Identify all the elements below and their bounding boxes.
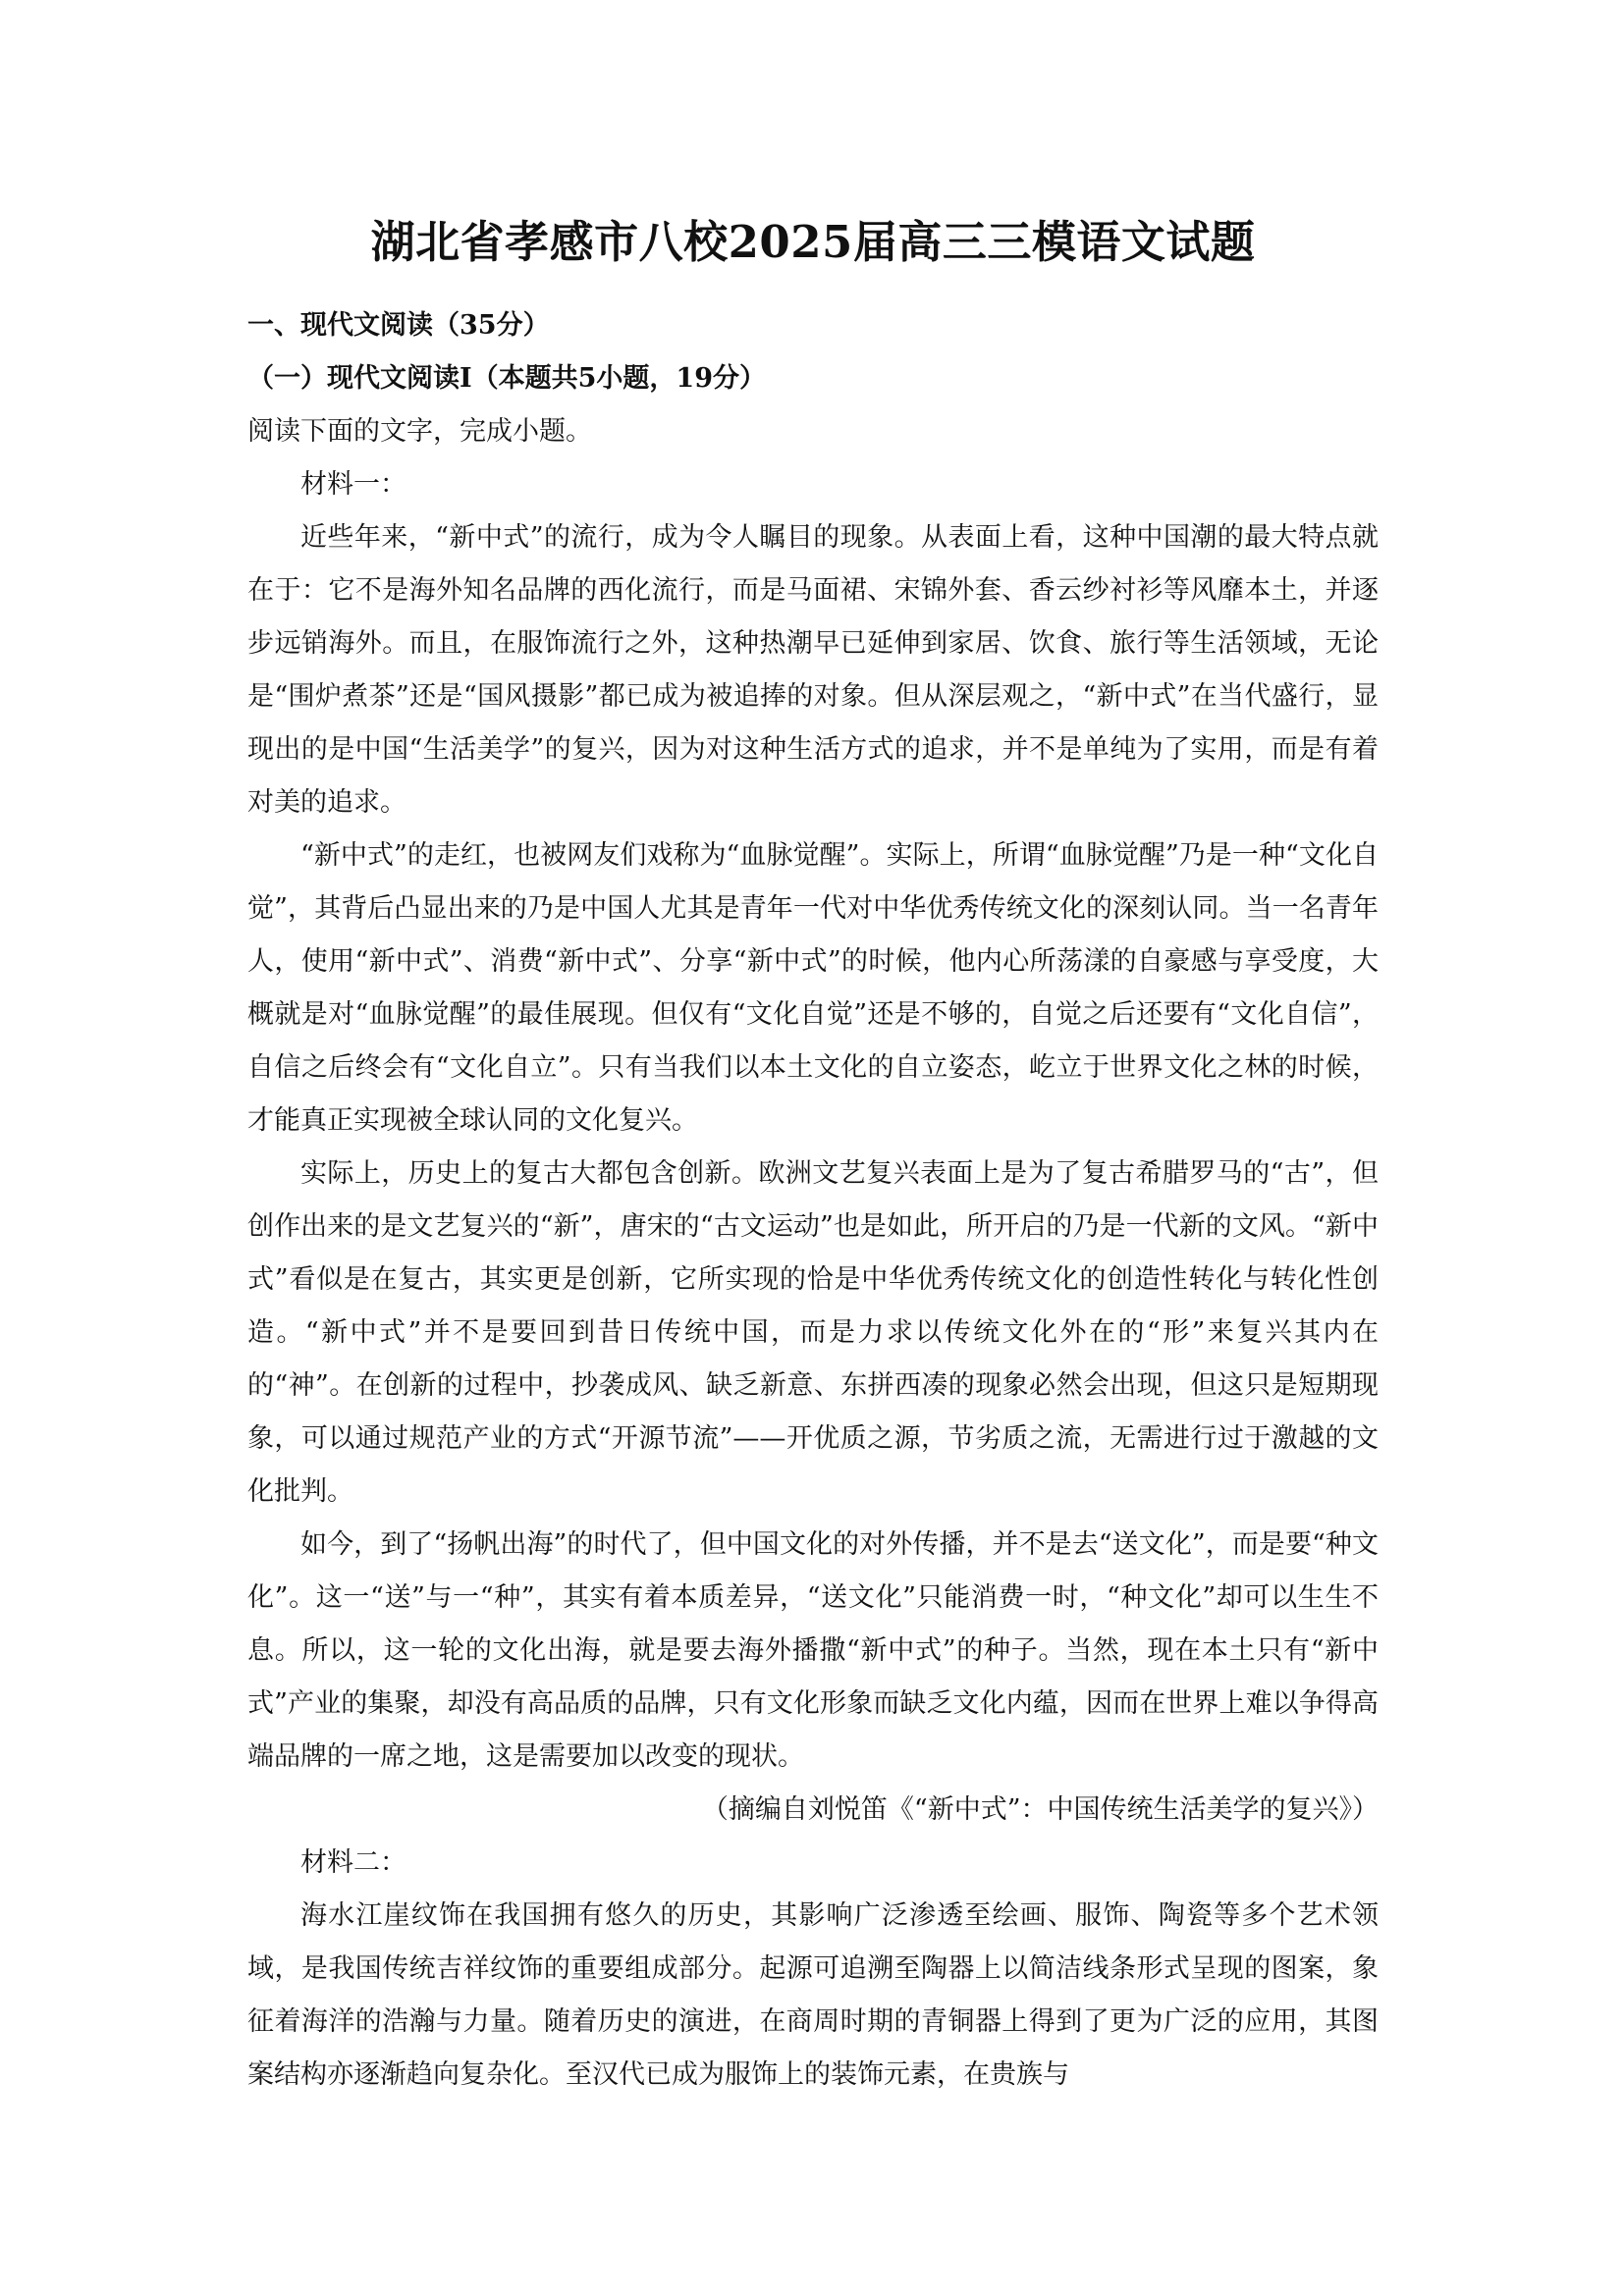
subsection-heading: （一）现代文阅读Ⅰ（本题共5小题，19分） [247, 363, 766, 394]
material-two-paragraph-1: 海水江崖纹饰在我国拥有悠久的历史，其影响广泛渗透至绘画、服饰、陶瓷等多个艺术领域，是我国传统吉祥纹饰的重要组成部分。起源可追溯至陶器上以简洁线条形式呈现的图案，象征着海洋的浩瀚与力量。随着历史的演进，在商周时期的青铜器上得到了更为广泛的应用，其图案结构亦逐渐趋向复杂化。至汉代已成为服饰上的装饰元素，在贵族与 [247, 1900, 1379, 2090]
material-two-label: 材料二： [300, 1847, 406, 1878]
instruction-text: 阅读下面的文字，完成小题。 [247, 416, 592, 447]
material-one-paragraph-3: 实际上，历史上的复古大都包含创新。欧洲文艺复兴表面上是为了复古希腊罗马的“古”，但创作出来的是文艺复兴的“新”，唐宋的“古文运动”也是如此，所开启的乃是一代新的文风。“新中式”看似是在复古，其实更是创新，它所实现的恰是中华优秀传统文化的创造性转化与转化性创造。“新中式”并不是要回到昔日传统中国，而是力求以传统文化外在的“形”来复兴其内在的“神”。在创新的过程中，抄袭成风、缺乏新意、东拼西凑的现象必然会出现，但这只是短期现象，可以通过规范产业的方式“开源节流”——开优质之源，节劣质之流，无需进行过于激越的文化批判。 [247, 1158, 1379, 1507]
page-title: 湖北省孝感市八校2025届高三三模语文试题 [370, 216, 1256, 268]
document-content [247, 201, 1379, 2102]
material-one-paragraph-1: 近些年来，“新中式”的流行，成为令人瞩目的现象。从表面上看，这种中国潮的最大特点就在于：它不是海外知名品牌的西化流行，而是马面裙、宋锦外套、香云纱衬衫等风靡本土，并逐步远销海外。而且，在服饰流行之外，这种热潮早已延伸到家居、饮食、旅行等生活领域，无论是“围炉煮茶”还是“国风摄影”都已成为被追捧的对象。但从深层观之，“新中式”在当代盛行，显现出的是中国“生活美学”的复兴，因为对这种生活方式的追求，并不是单纯为了实用，而是有着对美的追求。 [247, 522, 1379, 818]
material-one-label: 材料一： [300, 469, 406, 500]
section-heading: 一、现代文阅读（35分） [247, 310, 550, 341]
material-one-paragraph-2: “新中式”的走红，也被网友们戏称为“血脉觉醒”。实际上，所谓“血脉觉醒”乃是一种“文化自觉”，其背后凸显出来的乃是中国人尤其是青年一代对中华优秀传统文化的深刻认同。当一名青年人，使用“新中式”、消费“新中式”、分享“新中式”的时候，他内心所荡漾的自豪感与享受度，大概就是对“血脉觉醒”的最佳展现。但仅有“文化自觉”还是不够的，自觉之后还要有“文化自信”，自信之后终会有“文化自立”。只有当我们以本土文化的自立姿态，屹立于世界文化之林的时候，才能真正实现被全球认同的文化复兴。 [247, 840, 1379, 1136]
material-one-paragraph-4: 如今，到了“扬帆出海”的时代了，但中国文化的对外传播，并不是去“送文化”，而是要“种文化”。这一“送”与一“种”，其实有着本质差异，“送文化”只能消费一时，“种文化”却可以生生不息。所以，这一轮的文化出海，就是要去海外播撒“新中式”的种子。当然，现在本土只有“新中式”产业的集聚，却没有高品质的品牌，只有文化形象而缺乏文化内蕴，因而在世界上难以争得高端品牌的一席之地，这是需要加以改变的现状。 [247, 1529, 1379, 1772]
material-one-source: （摘编自刘悦笛《“新中式”：中国传统生活美学的复兴》） [701, 1794, 1379, 1825]
